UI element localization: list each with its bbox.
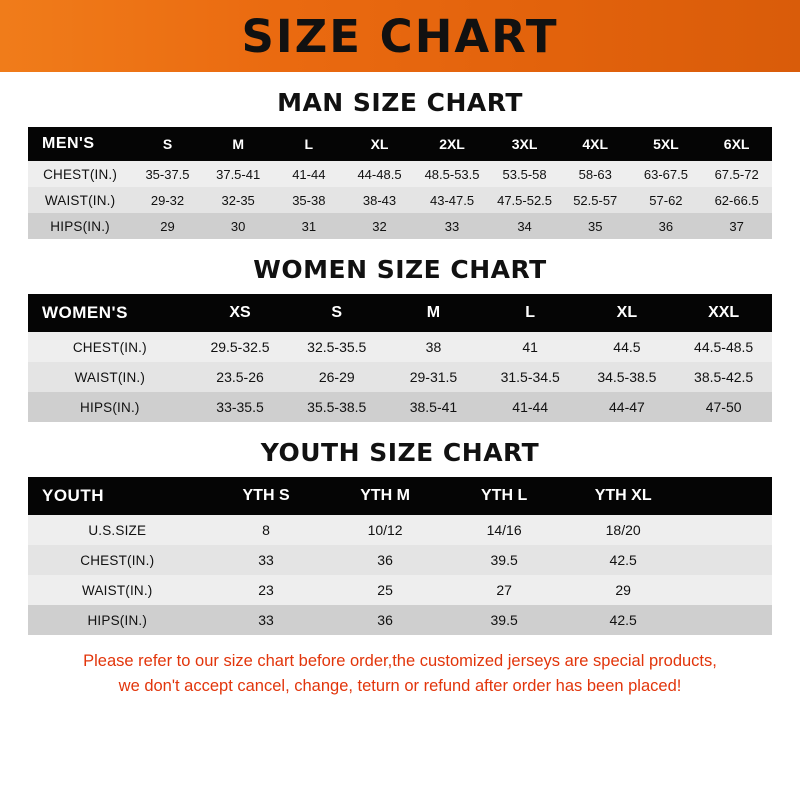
youth-hips-xl: 42.5 [564,605,683,635]
women-header-xs: XS [192,294,289,332]
men-header-label: MEN'S [28,127,132,161]
youth-ussize-l: 14/16 [445,515,564,545]
youth-waist-l: 27 [445,575,564,605]
women-header-xl: XL [579,294,676,332]
men-waist-5xl: 57-62 [631,187,702,213]
youth-waist-spacer [683,575,772,605]
youth-waist-xl: 29 [564,575,683,605]
youth-header-m: YTH M [326,477,445,515]
men-hips-5xl: 36 [631,213,702,239]
women-hips-s: 35.5-38.5 [288,392,385,422]
table-row [28,392,772,422]
footer-note-line-1: Please refer to our size chart before order,the customized jerseys are special products, [83,652,717,670]
men-chest-5xl: 63-67.5 [631,161,702,187]
youth-hips-spacer [683,605,772,635]
men-chest-m: 37.5-41 [203,161,274,187]
women-row-hips-label: HIPS(IN.) [28,392,192,422]
youth-row-chest-label: CHEST(IN.) [28,545,207,575]
men-header-3xl: 3XL [489,127,560,161]
page-title: SIZE CHART [241,9,559,63]
youth-ussize-spacer [683,515,772,545]
women-hips-xs: 33-35.5 [192,392,289,422]
men-hips-m: 30 [203,213,274,239]
table-row [28,545,772,575]
table-header-row [28,127,772,161]
youth-hips-l: 39.5 [445,605,564,635]
youth-chest-m: 36 [326,545,445,575]
men-chest-s: 35-37.5 [132,161,203,187]
table-row [28,187,772,213]
men-waist-4xl: 52.5-57 [560,187,631,213]
youth-header-l: YTH L [445,477,564,515]
women-waist-xxl: 38.5-42.5 [675,362,772,392]
youth-size-table [28,477,772,635]
men-waist-2xl: 43-47.5 [415,187,489,213]
youth-header-s: YTH S [207,477,326,515]
women-chest-s: 32.5-35.5 [288,332,385,362]
youth-chest-l: 39.5 [445,545,564,575]
women-chest-xs: 29.5-32.5 [192,332,289,362]
men-waist-m: 32-35 [203,187,274,213]
men-chest-3xl: 53.5-58 [489,161,560,187]
women-row-waist-label: WAIST(IN.) [28,362,192,392]
women-header-s: S [288,294,385,332]
table-header-row [28,477,772,515]
women-header-l: L [482,294,579,332]
men-waist-s: 29-32 [132,187,203,213]
women-hips-xxl: 47-50 [675,392,772,422]
banner [0,0,800,72]
youth-waist-m: 25 [326,575,445,605]
men-row-hips-label: HIPS(IN.) [28,213,132,239]
youth-row-hips-label: HIPS(IN.) [28,605,207,635]
youth-waist-s: 23 [207,575,326,605]
women-hips-m: 38.5-41 [385,392,482,422]
men-header-5xl: 5XL [631,127,702,161]
men-hips-s: 29 [132,213,203,239]
table-row [28,515,772,545]
youth-row-waist-label: WAIST(IN.) [28,575,207,605]
youth-header-spacer [683,477,772,515]
youth-chest-s: 33 [207,545,326,575]
women-waist-xs: 23.5-26 [192,362,289,392]
men-hips-2xl: 33 [415,213,489,239]
men-header-4xl: 4XL [560,127,631,161]
men-chest-2xl: 48.5-53.5 [415,161,489,187]
footer-note [28,649,772,699]
women-size-table [28,294,772,422]
women-chest-xxl: 44.5-48.5 [675,332,772,362]
men-chest-xl: 44-48.5 [344,161,415,187]
men-header-m: M [203,127,274,161]
youth-hips-s: 33 [207,605,326,635]
men-waist-6xl: 62-66.5 [701,187,772,213]
men-size-table [28,127,772,239]
table-row [28,605,772,635]
women-header-xxl: XXL [675,294,772,332]
men-waist-l: 35-38 [274,187,345,213]
men-hips-l: 31 [274,213,345,239]
men-chest-l: 41-44 [274,161,345,187]
men-header-xl: XL [344,127,415,161]
youth-ussize-xl: 18/20 [564,515,683,545]
content [0,88,800,699]
women-hips-xl: 44-47 [579,392,676,422]
men-waist-xl: 38-43 [344,187,415,213]
men-hips-4xl: 35 [560,213,631,239]
women-row-chest-label: CHEST(IN.) [28,332,192,362]
table-row [28,213,772,239]
men-chest-4xl: 58-63 [560,161,631,187]
youth-hips-m: 36 [326,605,445,635]
table-row [28,575,772,605]
women-header-label: WOMEN'S [28,294,192,332]
youth-chest-xl: 42.5 [564,545,683,575]
section-title-man: MAN SIZE CHART [277,88,523,117]
women-waist-m: 29-31.5 [385,362,482,392]
men-hips-xl: 32 [344,213,415,239]
youth-header-xl: YTH XL [564,477,683,515]
women-waist-s: 26-29 [288,362,385,392]
men-hips-3xl: 34 [489,213,560,239]
men-header-s: S [132,127,203,161]
women-chest-xl: 44.5 [579,332,676,362]
women-header-m: M [385,294,482,332]
women-chest-m: 38 [385,332,482,362]
men-chest-6xl: 67.5-72 [701,161,772,187]
youth-chest-spacer [683,545,772,575]
men-row-waist-label: WAIST(IN.) [28,187,132,213]
youth-row-ussize-label: U.S.SIZE [28,515,207,545]
youth-header-label: YOUTH [28,477,207,515]
men-header-l: L [274,127,345,161]
footer-note-line-2: we don't accept cancel, change, teturn or refund after order has been placed! [118,676,682,695]
men-header-2xl: 2XL [415,127,489,161]
men-row-chest-label: CHEST(IN.) [28,161,132,187]
table-row [28,332,772,362]
section-title-women: WOMEN SIZE CHART [253,255,547,284]
women-waist-l: 31.5-34.5 [482,362,579,392]
men-waist-3xl: 47.5-52.5 [489,187,560,213]
women-waist-xl: 34.5-38.5 [579,362,676,392]
women-chest-l: 41 [482,332,579,362]
youth-ussize-m: 10/12 [326,515,445,545]
men-hips-6xl: 37 [701,213,772,239]
men-header-6xl: 6XL [701,127,772,161]
section-title-youth: YOUTH SIZE CHART [260,438,540,467]
table-row [28,362,772,392]
table-row [28,161,772,187]
table-header-row [28,294,772,332]
women-hips-l: 41-44 [482,392,579,422]
youth-ussize-s: 8 [207,515,326,545]
